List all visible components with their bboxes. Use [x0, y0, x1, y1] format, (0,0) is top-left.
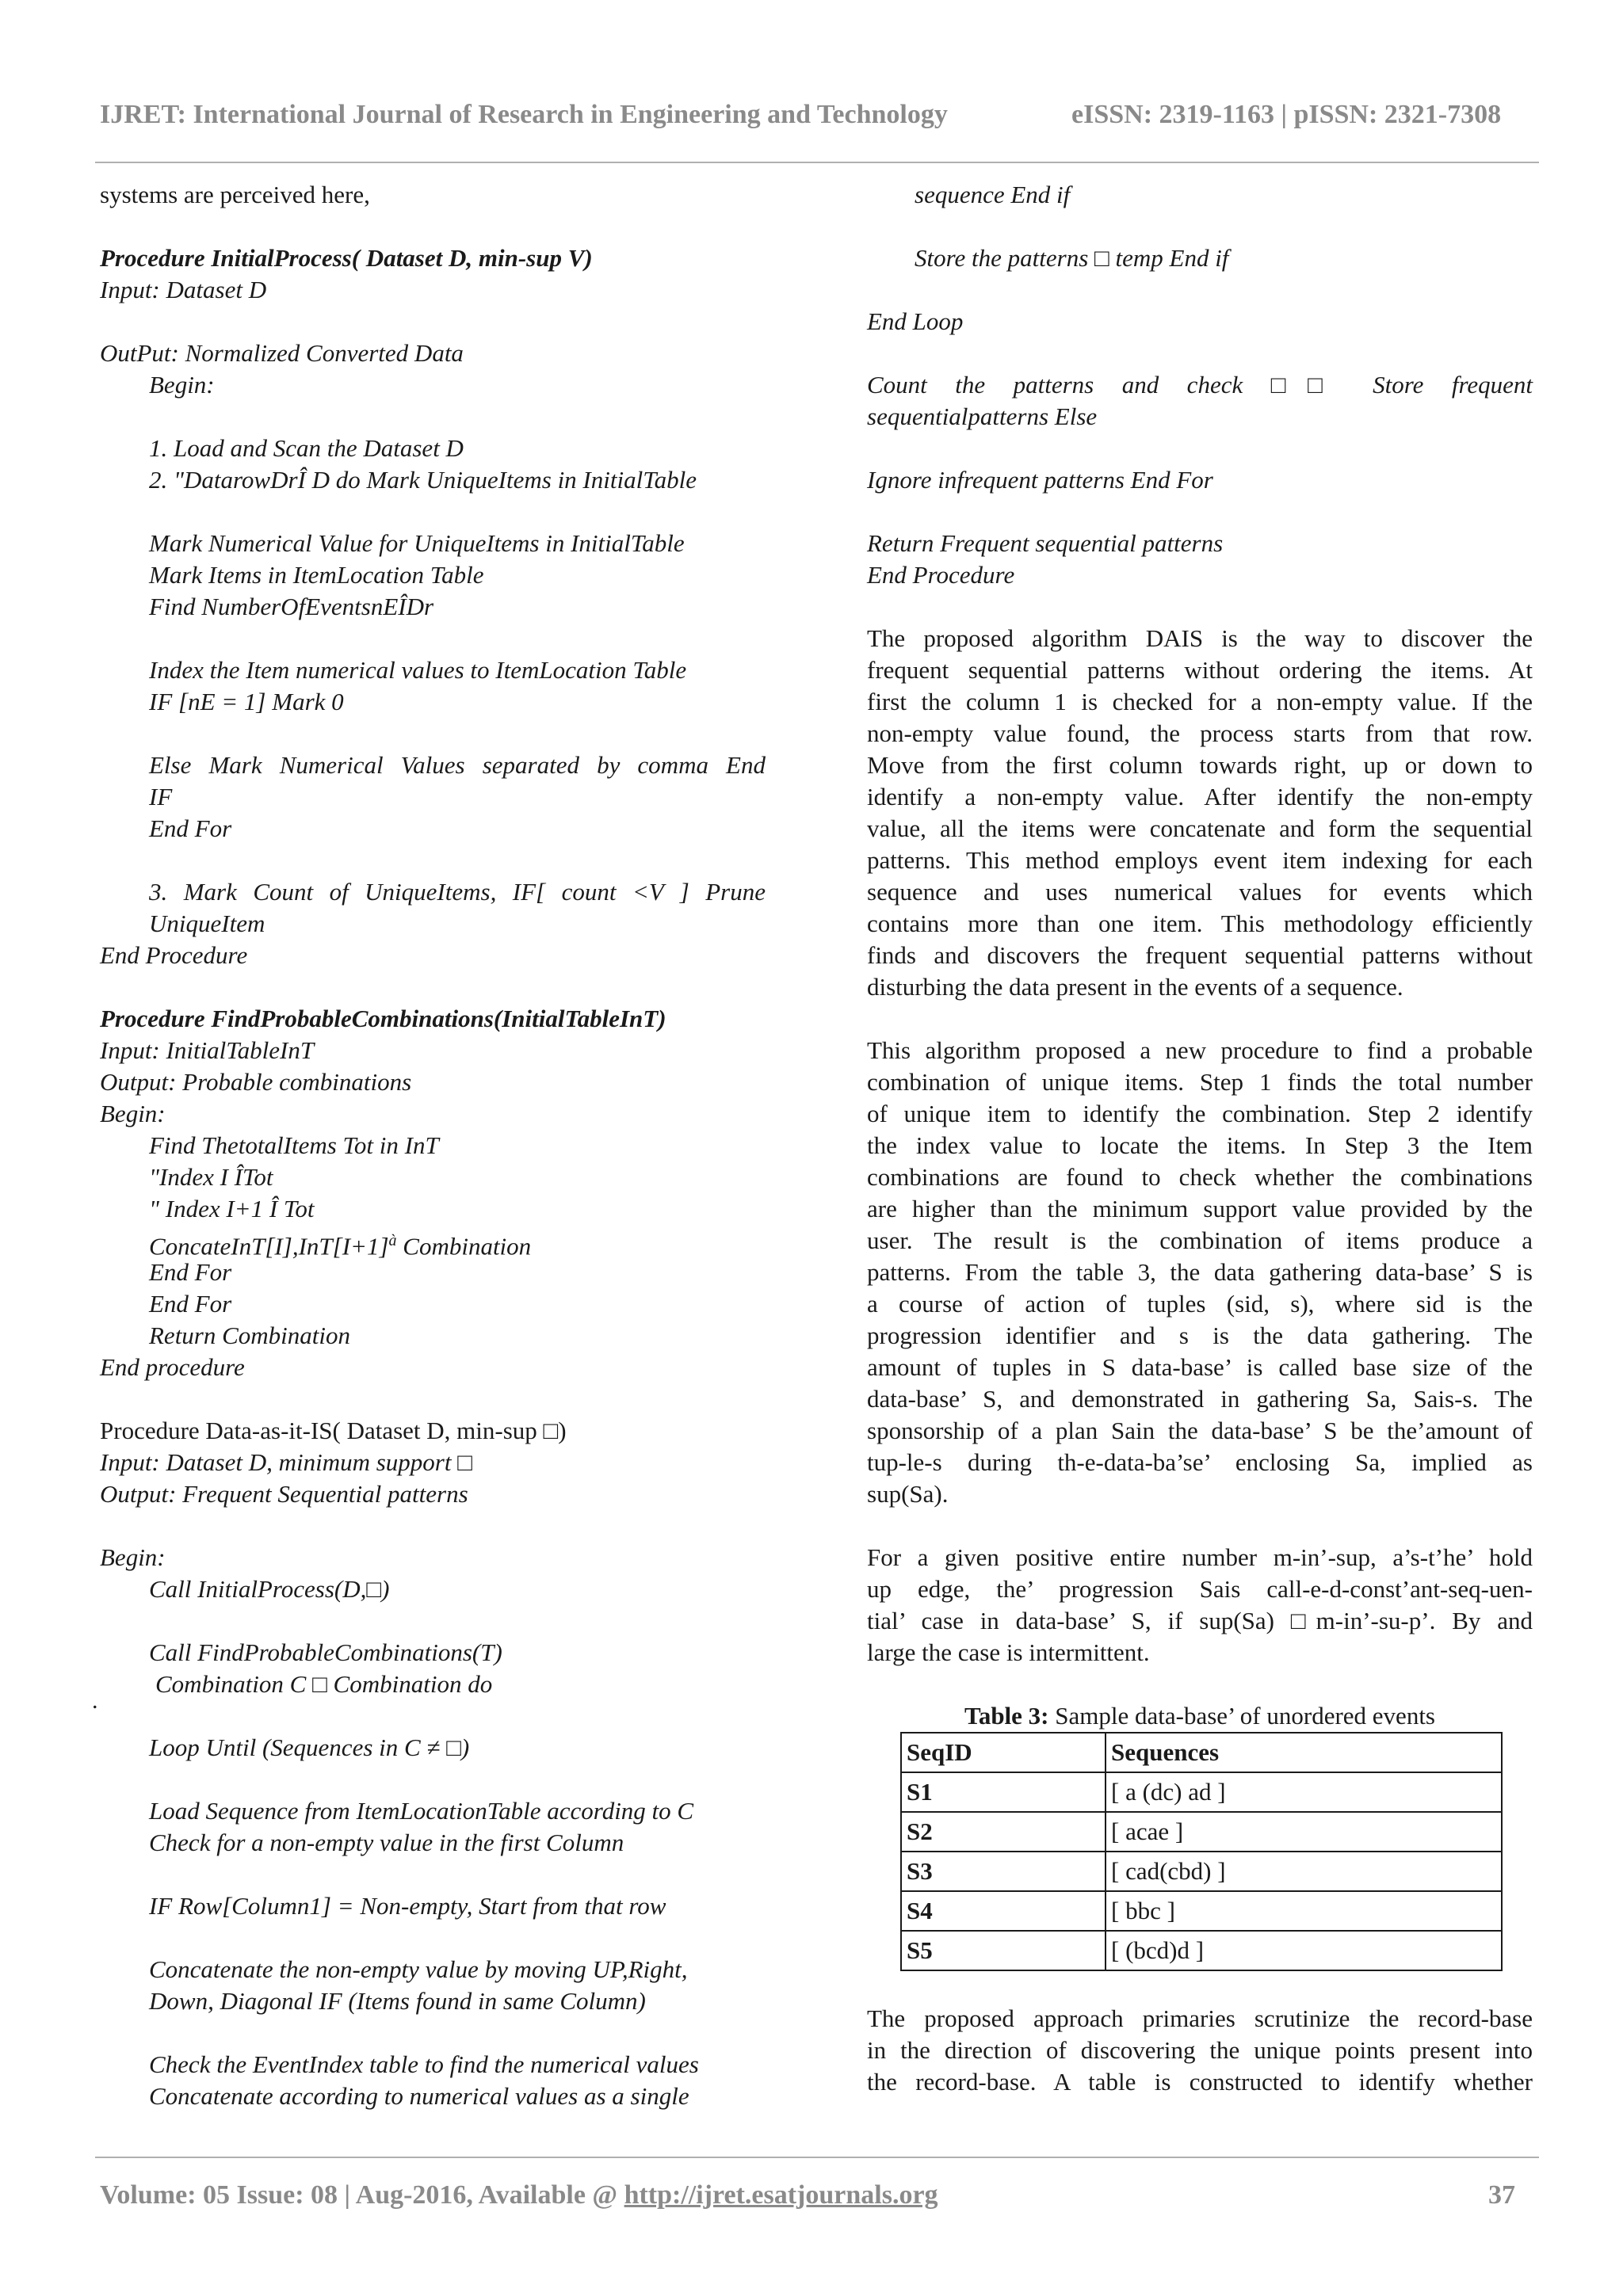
sequence-cell: [ bbc ] — [1106, 1891, 1502, 1931]
text-line: Output: Frequent Sequential patterns — [100, 1480, 468, 1508]
procedure-heading: Procedure FindProbableCombinations(InitialTableInT) — [100, 1005, 666, 1032]
sequence-cell: [ cad(cbd) ] — [1106, 1852, 1502, 1891]
paragraph-1 — [867, 623, 1533, 1003]
text-line: Begin: — [100, 1100, 166, 1127]
table-caption — [867, 1700, 1533, 1732]
table-caption-text: Sample data-base’ of unordered events — [1048, 1702, 1435, 1730]
text-line: 3. Mark Count of UniqueItems, IF[ count <V ] Prune — [149, 878, 766, 906]
text-line: IF — [149, 783, 173, 810]
text-line: Mark Items in ItemLocation Table — [149, 561, 484, 589]
text-span: ConcateInT[I],InT[I+1] — [149, 1232, 389, 1261]
superscript: à — [388, 1232, 397, 1249]
table-row — [901, 1852, 1502, 1891]
text-line: patterns. This method employs event item indexing for each — [867, 846, 1533, 874]
page-number: 37 — [1488, 2180, 1515, 2210]
journal-link[interactable]: http://ijret.esatjournals.org — [624, 2180, 938, 2210]
text-line: are higher than the minimum support value provided by the — [867, 1195, 1533, 1222]
text-line: Else Mark Numerical Values separated by comma End — [149, 751, 766, 779]
text-line: Count the patterns and check □□ Store frequent — [867, 371, 1533, 399]
text-line: Find NumberOfEventsnEÎDr — [149, 593, 434, 620]
column-header: SeqID — [901, 1733, 1106, 1772]
text-line: End Loop — [867, 307, 964, 335]
text-line: Input: InitialTableInT — [100, 1036, 315, 1064]
text-line: End For — [149, 1258, 232, 1286]
sequence-cell: [ a (dc) ad ] — [1106, 1772, 1502, 1812]
text-line: Loop Until (Sequences in C ≠ □) — [149, 1733, 470, 1761]
text-line: 2. "DatarowDrÎ D do Mark UniqueItems in InitialTable — [149, 466, 697, 494]
text-line: sup(Sa). — [867, 1480, 949, 1508]
column-header: Sequences — [1106, 1733, 1502, 1772]
page-header — [0, 0, 1623, 166]
text-line: identify a non-empty value. After identify the non-empty — [867, 783, 1533, 810]
paragraph-3 — [867, 1542, 1533, 1669]
text-line: Output: Probable combinations — [100, 1068, 412, 1096]
table-header-row — [901, 1733, 1502, 1772]
seqid-cell: S1 — [901, 1772, 1106, 1812]
seqid-cell: S2 — [901, 1812, 1106, 1852]
text-line: Concatenate according to numerical values as a single — [149, 2082, 689, 2110]
text-line: 1. Load and Scan the Dataset D — [149, 434, 464, 462]
seqid-cell: S3 — [901, 1852, 1106, 1891]
text-line: OutPut: Normalized Converted Data — [100, 339, 464, 367]
text-line: of unique item to identify the combination. Step 2 identify — [867, 1100, 1533, 1127]
paragraph-2 — [867, 1035, 1533, 1510]
text-line: user. The result is the combination of items produce a — [867, 1226, 1533, 1254]
text-line: sequence End if — [915, 181, 1071, 208]
text-line: IF [nE = 1] Mark 0 — [149, 688, 344, 715]
text-line: " Index I+1 Î Tot — [149, 1195, 315, 1222]
text-line: End Procedure — [867, 561, 1015, 589]
text-line: The proposed algorithm DAIS is the way to discover the — [867, 624, 1533, 652]
text-line: the record-base. A table is constructed to identify whether — [867, 2068, 1533, 2096]
text-line: Check for a non-empty value in the first Column — [149, 1829, 624, 1856]
text-line: Return Frequent sequential patterns — [867, 529, 1224, 557]
text-line: The proposed approach primaries scrutinize the record-base — [867, 2004, 1533, 2032]
text-line: amount of tuples in S data-base’ is called base size of the — [867, 1353, 1533, 1381]
text-line: This algorithm proposed a new procedure to find a probable — [867, 1036, 1533, 1064]
text-line: Store the patterns □ temp End if — [915, 244, 1229, 272]
table-row — [901, 1772, 1502, 1812]
footer-divider — [95, 2157, 1539, 2158]
text-line: Begin: — [149, 371, 215, 399]
text-line: Index the Item numerical values to ItemLocation Table — [149, 656, 687, 684]
text-line: Load Sequence from ItemLocationTable according to C — [149, 1797, 694, 1825]
sequence-cell: [ (bcd)d ] — [1106, 1931, 1502, 1970]
table-row — [901, 1931, 1502, 1970]
text-line: frequent sequential patterns without ordering the items. At — [867, 656, 1533, 684]
issn-info: eISSN: 2319-1163 | pISSN: 2321-7308 — [1071, 100, 1502, 129]
procedure-heading: Procedure Data-as-it-IS( Dataset D, min-sup □) — [100, 1417, 567, 1444]
text-line: combination of unique items. Step 1 finds the total number — [867, 1068, 1533, 1096]
text-line: the index value to locate the items. In Step 3 the Item — [867, 1131, 1533, 1159]
text-line: value, all the items were concatenate and form the sequential — [867, 814, 1533, 842]
text-line: End For — [149, 1290, 232, 1318]
text-line: Concatenate the non-empty value by moving UP,Right, — [149, 1955, 688, 1983]
text-line: systems are perceived here, — [100, 181, 370, 208]
text-span: Combination — [396, 1232, 532, 1261]
table-row — [901, 1891, 1502, 1931]
text-line: a course of action of tuples (sid, s), where sid is the — [867, 1290, 1533, 1318]
text-line: in the direction of discovering the unique points present into — [867, 2036, 1533, 2064]
text-line: combinations are found to check whether the combinations — [867, 1163, 1533, 1191]
text-line: Input: Dataset D — [100, 276, 267, 303]
procedure-heading: Procedure InitialProcess( Dataset D, min-sup V) — [100, 244, 593, 272]
text-line: non-empty value found, the process starts from that row. — [867, 719, 1533, 747]
text-line: Begin: — [100, 1543, 166, 1571]
right-column — [867, 179, 1533, 2098]
paragraph-4 — [867, 2003, 1533, 2098]
text-line: up edge, the’ progression Sais call-e-d-const’ant-seq-uen- — [867, 1575, 1533, 1603]
text-line: finds and discovers the frequent sequential patterns without — [867, 941, 1533, 969]
text-line: progression identifier and s is the data gathering. The — [867, 1322, 1533, 1349]
text-line: first the column 1 is checked for a non-empty value. If the — [867, 688, 1533, 715]
text-line: End For — [149, 814, 232, 842]
stray-mark: . — [92, 1688, 98, 1714]
text-line: Check the EventIndex table to find the numerical values — [149, 2050, 699, 2078]
text-line — [100, 1225, 766, 1261]
text-line: Ignore infrequent patterns End For — [867, 466, 1213, 494]
text-line: disturbing the data present in the events of a sequence. — [867, 973, 1403, 1001]
seqid-cell: S4 — [901, 1891, 1106, 1931]
text-line: Find ThetotalItems Tot in InT — [149, 1131, 439, 1159]
text-line: IF Row[Column1] = Non-empty, Start from that row — [149, 1892, 666, 1920]
journal-title: IJRET: International Journal of Research in Engineering and Technology — [100, 100, 948, 129]
seqid-cell: S5 — [901, 1931, 1106, 1970]
sequence-cell: [ acae ] — [1106, 1812, 1502, 1852]
text-line: Move from the first column towards right, up or down to — [867, 751, 1533, 779]
text-line: patterns. From the table 3, the data gathering data-base’ S is — [867, 1258, 1533, 1286]
header-divider — [95, 162, 1539, 163]
text-line: tup-le-s during th-e-data-ba’se’ enclosing Sa, implied as — [867, 1448, 1533, 1476]
text-line: sequentialpatterns Else — [867, 402, 1098, 430]
sequence-table — [900, 1732, 1503, 1971]
text-line: sponsorship of a plan Sain the data-base’ S be the’amount of — [867, 1417, 1533, 1444]
text-line: For a given positive entire number m-in’-sup, a’s-t’he’ hold — [867, 1543, 1533, 1571]
text-line: tial’ case in data-base’ S, if sup(Sa) □m-in’-su-p’. By and — [867, 1607, 1533, 1634]
text-line: Combination C □ Combination do — [155, 1670, 493, 1698]
text-line: Down, Diagonal IF (Items found in same Column) — [149, 1987, 646, 2015]
left-column — [100, 179, 766, 2112]
table-caption-label: Table 3: — [964, 1702, 1049, 1730]
text-line: End Procedure — [100, 941, 248, 969]
text-line: End procedure — [100, 1353, 245, 1381]
text-line: UniqueItem — [149, 910, 265, 937]
text-line: sequence and uses numerical values for events which — [867, 878, 1533, 906]
text-line: "Index I ÎTot — [149, 1163, 273, 1191]
text-line: contains more than one item. This methodology efficiently — [867, 910, 1533, 937]
page-footer — [100, 2180, 938, 2210]
text-line: data-base’ S, and demonstrated in gathering Sa, Sais-s. The — [867, 1385, 1533, 1413]
text-line: Call InitialProcess(D,□) — [149, 1575, 390, 1603]
text-line: Mark Numerical Value for UniqueItems in InitialTable — [149, 529, 685, 557]
footer-text: Volume: 05 Issue: 08 | Aug-2016, Available @ — [100, 2180, 624, 2210]
text-line: large the case is intermittent. — [867, 1638, 1150, 1666]
text-line: Return Combination — [149, 1322, 351, 1349]
text-line: Input: Dataset D, minimum support □ — [100, 1448, 472, 1476]
text-line: Call FindProbableCombinations(T) — [149, 1638, 502, 1666]
table-row — [901, 1812, 1502, 1852]
